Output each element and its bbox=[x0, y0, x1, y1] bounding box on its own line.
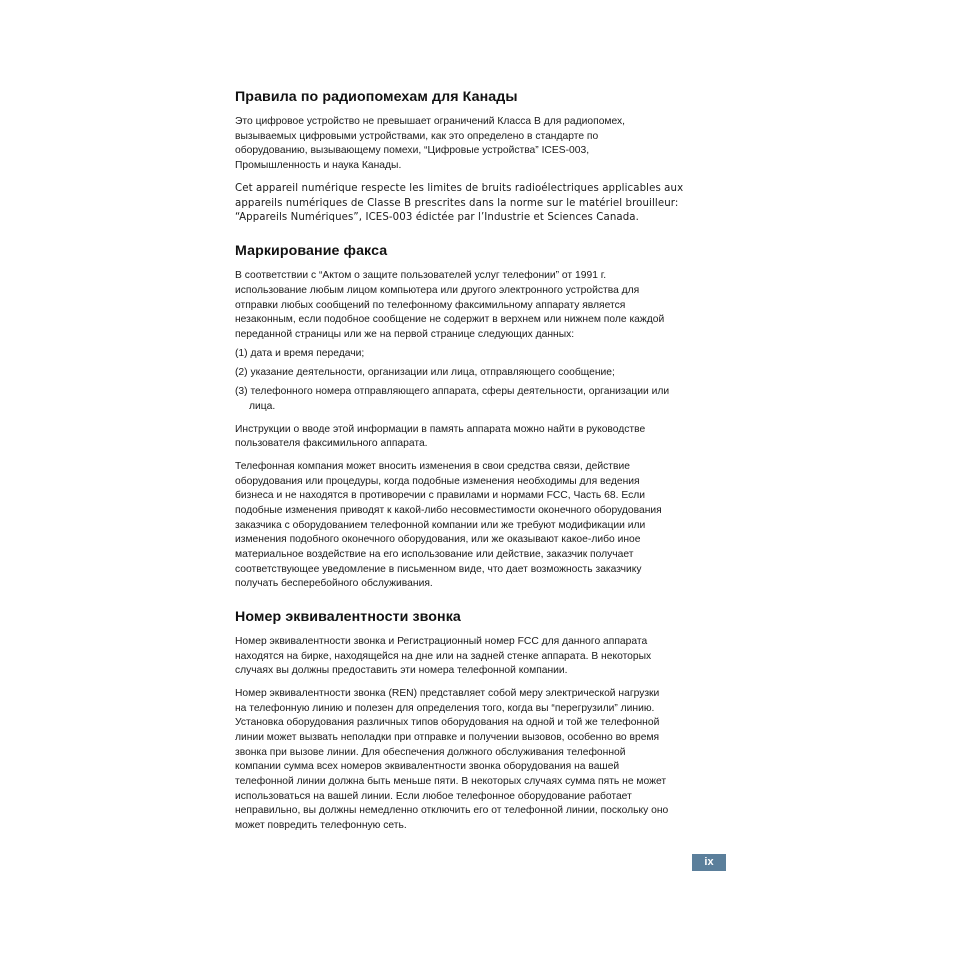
paragraph-canada-ru: Это цифровое устройство не превышает ограничений Класса B для радиопомех, вызываемых цифровыми устройствами, как это определено в стандарте по оборудованию, вызывающему помехи, “Цифровые устройства” ICES-003, Промышленность и наука Канады. bbox=[235, 116, 626, 171]
page-content bbox=[235, 88, 721, 834]
list-item: (1) дата и время передачи; bbox=[235, 348, 365, 360]
paragraph-ren-description: Номер эквивалентности звонка (REN) представляет собой меру электрической нагрузки на телефонную линию и полезен для определения того, когда вы “перегрузили” линию. Установка оборудования различных типов оборудования на одной и той же телефонной линии может вызвать неполадки при отправке и получении вызовов, особенно во время звонка при вызове линии. Для обеспечения должного обслуживания телефонной компании сумма всех номеров эквивалентности звонка оборудования на вашей телефонной линии должна быть меньше пяти. В некоторых случаях сумма пять не может использоваться на вашей линии. Если любое телефонное оборудование работает неправильно, вы должны немедленно отключить его от телефонной линии, поскольку оно может повредить телефонную сеть. bbox=[235, 687, 669, 831]
paragraph-fax-instructions: Инструкции о вводе этой информации в память аппарата можно найти в руководстве пользователя факсимильного аппарата. bbox=[235, 423, 646, 450]
paragraph-fax-telco: Телефонная компания может вносить изменения в свои средства связи, действие оборудования или процедуры, когда подобные изменения необходимы для ведения бизнеса и не находятся в противоречии с правилами и нормами FCC, Часть 68. Если подобные изменения приводят к какой-либо несовместимости оконечного оборудования заказчика с оборудованием телефонной компании или же требуют модификации или изменения подобного оконечного оборудования, или же оказывают какое-либо иное материальное воздействие на его использование или действие, заказчик получает соответствующее уведомление в письменном виде, что дает возможность заказчику получать бесперебойного обслуживания. bbox=[235, 461, 662, 590]
paragraph-ren-location: Номер эквивалентности звонка и Регистрационный номер FCC для данного аппарата находятся на бирке, находящейся на дне или на задней стенке аппарата. В некоторых случаях вы должны предоставить эти номера телефонной компании. bbox=[235, 635, 652, 677]
section-title-canada: Правила по радиопомехам для Канады bbox=[235, 89, 518, 105]
list-item: (3) телефонного номера отправляющего аппарата, сферы деятельности, организации или лица. bbox=[235, 386, 670, 413]
section-title-ren: Номер эквивалентности звонка bbox=[235, 608, 461, 625]
list-item: (2) указание деятельности, организации или лица, отправляющего сообщение; bbox=[235, 367, 615, 379]
paragraph-canada-fr: Cet appareil numérique respecte les limites de bruits radioélectriques applicables aux appareils numériques de Classe B prescrites dans la norme sur le matériel brouilleur: “Appareils Numériques”, ICES-003 édictée par l’Industrie et Sciences Canada. bbox=[235, 182, 684, 224]
section-title-fax: Маркирование факса bbox=[235, 243, 388, 260]
page-number: ix bbox=[692, 854, 726, 871]
paragraph-fax-intro: В соответствии с “Актом о защите пользователей услуг телефонии” от 1991 г. использование любым лицом компьютера или другого электронного устройства для отправки любых сообщений по телефонному факсимильному аппарату является незаконным, если подобное сообщение не содержит в верхнем или нижнем поле каждой переданной страницы или же на первой странице следующих данных: bbox=[235, 270, 665, 340]
